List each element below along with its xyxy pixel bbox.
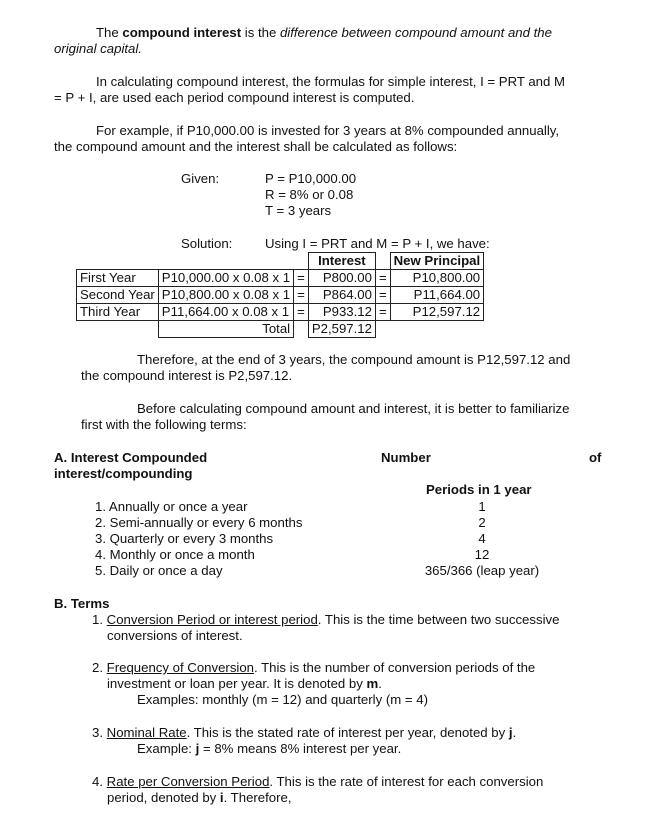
term-definition: . bbox=[378, 676, 382, 691]
intro-text: The bbox=[96, 25, 123, 40]
term-name: Nominal Rate bbox=[106, 725, 187, 740]
term-definition: . bbox=[512, 725, 517, 740]
term-3-example bbox=[137, 741, 401, 757]
formula-cell: P10,800.00 x 0.08 x 1 bbox=[158, 287, 293, 304]
term-definition: . Therefore, bbox=[223, 790, 292, 805]
list-item: 3. Quarterly or every 3 months bbox=[95, 531, 274, 546]
term-1-line-2: conversions of interest. bbox=[107, 628, 243, 643]
number-word: Number bbox=[381, 450, 431, 465]
term-2 bbox=[92, 660, 535, 676]
periods-value: 1 bbox=[478, 499, 486, 514]
interest-cell: P933.12 bbox=[308, 304, 375, 321]
conclusion-line-1: Therefore, at the end of 3 years, the compound amount is P12,597.12 and bbox=[137, 352, 571, 367]
conclusion-line-2: the compound interest is P2,597.12. bbox=[81, 368, 293, 383]
example-paragraph-line-2: the compound amount and the interest shall be calculated as follows: bbox=[54, 139, 458, 154]
formula-paragraph-line-1: In calculating compound interest, the formulas for simple interest, I = PRT and M bbox=[96, 74, 565, 89]
familiarize-line-2: first with the following terms: bbox=[81, 417, 247, 432]
intro-text: is the bbox=[241, 25, 280, 40]
compound-interest-term: compound interest bbox=[122, 25, 242, 40]
solution-label: Solution: bbox=[181, 236, 233, 251]
formula-paragraph-line-2: = P + I, are used each period compound interest is computed. bbox=[54, 90, 415, 105]
interest-cell: P864.00 bbox=[308, 287, 375, 304]
example-paragraph-line-1: For example, if P10,000.00 is invested for 3 years at 8% compounded annually, bbox=[96, 123, 560, 138]
term-3 bbox=[92, 725, 516, 741]
term-number: 3. bbox=[92, 725, 107, 740]
term-definition: investment or loan per year. It is denoted by bbox=[107, 676, 367, 691]
formula-cell: P11,664.00 x 0.08 x 1 bbox=[158, 304, 293, 321]
table-header-row bbox=[77, 253, 484, 270]
list-item: 5. Daily or once a day bbox=[95, 563, 223, 578]
principal-cell: P10,800.00 bbox=[390, 270, 483, 287]
variable-j: j bbox=[508, 725, 513, 740]
term-definition: . This is the rate of interest for each conversion bbox=[269, 774, 544, 789]
equals-cell: = bbox=[375, 270, 390, 287]
term-number: 2. bbox=[92, 660, 107, 675]
periods-value: 4 bbox=[478, 531, 486, 546]
definition-text: difference between compound amount and the bbox=[279, 25, 552, 40]
section-b-title: B. Terms bbox=[54, 596, 110, 611]
term-name: Frequency of Conversion bbox=[106, 660, 255, 675]
principal-cell: P12,597.12 bbox=[390, 304, 483, 321]
term-name: Conversion Period or interest period bbox=[106, 612, 318, 627]
year-label: Third Year bbox=[77, 304, 159, 321]
calculation-table bbox=[76, 252, 484, 338]
term-definition: . This is the number of conversion periods of the bbox=[254, 660, 536, 675]
intro-line-2: original capital. bbox=[54, 41, 142, 56]
variable-j: j bbox=[195, 741, 200, 756]
year-label: First Year bbox=[77, 270, 159, 287]
example-text: = 8% means 8% interest per year. bbox=[199, 741, 402, 756]
table-row bbox=[77, 287, 484, 304]
formula-cell: P10,000.00 x 0.08 x 1 bbox=[158, 270, 293, 287]
term-2-example: Examples: monthly (m = 12) and quarterly (m = 4) bbox=[137, 692, 428, 707]
total-label: Total bbox=[158, 321, 293, 338]
total-row bbox=[77, 321, 484, 338]
solution-text: Using I = PRT and M = P + I, we have: bbox=[265, 236, 490, 251]
equals-cell: = bbox=[375, 287, 390, 304]
term-name: Rate per Conversion Period bbox=[106, 774, 270, 789]
list-item: 1. Annually or once a year bbox=[95, 499, 248, 514]
term-1 bbox=[92, 612, 559, 628]
periods-header: Periods in 1 year bbox=[426, 482, 532, 497]
given-time: T = 3 years bbox=[265, 203, 332, 218]
interest-cell: P800.00 bbox=[308, 270, 375, 287]
equals-cell: = bbox=[294, 287, 309, 304]
periods-value: 12 bbox=[474, 547, 490, 562]
of-word: of bbox=[589, 450, 602, 465]
term-definition: . This is the time between two successive bbox=[317, 612, 560, 627]
given-label: Given: bbox=[181, 171, 220, 186]
term-2-line-2 bbox=[107, 676, 382, 692]
list-item: 2. Semi-annually or every 6 months bbox=[95, 515, 303, 530]
list-item: 4. Monthly or once a month bbox=[95, 547, 255, 562]
equals-cell: = bbox=[294, 270, 309, 287]
term-4 bbox=[92, 774, 543, 790]
section-a-subtitle: interest/compounding bbox=[54, 466, 193, 481]
year-label: Second Year bbox=[77, 287, 159, 304]
equals-cell: = bbox=[294, 304, 309, 321]
term-number: 1. bbox=[92, 612, 107, 627]
intro-line-1 bbox=[96, 25, 552, 41]
section-a-title: A. Interest Compounded bbox=[54, 450, 208, 465]
term-number: 4. bbox=[92, 774, 107, 789]
table-row bbox=[77, 270, 484, 287]
familiarize-line-1: Before calculating compound amount and interest, it is better to familiarize bbox=[137, 401, 570, 416]
term-definition: . This is the stated rate of interest per year, denoted by bbox=[186, 725, 509, 740]
term-4-line-2 bbox=[107, 790, 292, 806]
example-text: Example: bbox=[137, 741, 196, 756]
principal-cell: P11,664.00 bbox=[390, 287, 483, 304]
periods-value: 365/366 (leap year) bbox=[424, 563, 540, 578]
variable-m: m bbox=[366, 676, 379, 691]
term-definition: period, denoted by bbox=[107, 790, 220, 805]
total-value: P2,597.12 bbox=[308, 321, 375, 338]
given-rate: R = 8% or 0.08 bbox=[265, 187, 354, 202]
interest-header: Interest bbox=[308, 253, 375, 270]
table-row bbox=[77, 304, 484, 321]
variable-i: i bbox=[219, 790, 224, 805]
periods-value: 2 bbox=[478, 515, 486, 530]
new-principal-header: New Principal bbox=[390, 253, 483, 270]
given-principal: P = P10,000.00 bbox=[265, 171, 357, 186]
equals-cell: = bbox=[375, 304, 390, 321]
